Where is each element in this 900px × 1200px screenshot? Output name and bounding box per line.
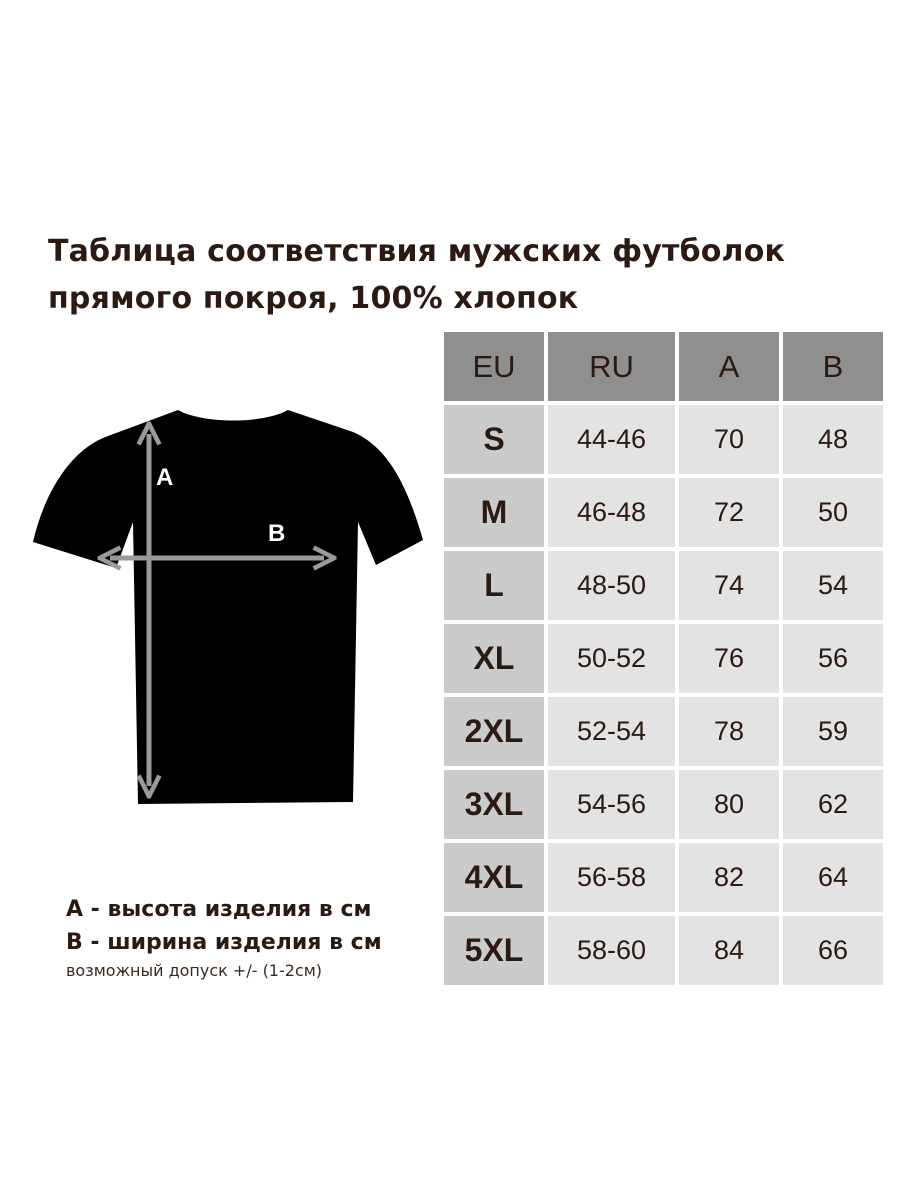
row-l-ru: 48-50	[548, 551, 675, 620]
size-table	[444, 332, 883, 985]
row-s-b: 48	[783, 405, 883, 474]
row-3xl-b: 62	[783, 770, 883, 839]
row-5xl-ru: 58-60	[548, 916, 675, 985]
row-4xl-ru: 56-58	[548, 843, 675, 912]
row-s-a: 70	[679, 405, 779, 474]
row-4xl-eu: 4XL	[444, 843, 544, 912]
row-m-b: 50	[783, 478, 883, 547]
row-5xl-a: 84	[679, 916, 779, 985]
row-5xl-b: 66	[783, 916, 883, 985]
label-a: A	[156, 464, 174, 491]
row-5xl-eu: 5XL	[444, 916, 544, 985]
row-4xl-b: 64	[783, 843, 883, 912]
row-xl-ru: 50-52	[548, 624, 675, 693]
row-3xl-a: 80	[679, 770, 779, 839]
row-l-eu: L	[444, 551, 544, 620]
header-a: A	[679, 332, 779, 401]
label-b: B	[268, 520, 286, 547]
row-2xl-b: 59	[783, 697, 883, 766]
row-l-b: 54	[783, 551, 883, 620]
row-s-eu: S	[444, 405, 544, 474]
row-xl-eu: XL	[444, 624, 544, 693]
row-4xl-a: 82	[679, 843, 779, 912]
tolerance-note: возможный допуск +/- (1-2см)	[66, 961, 323, 980]
row-2xl-ru: 52-54	[548, 697, 675, 766]
title-line-2: прямого покроя, 100% хлопок	[48, 281, 579, 316]
tshirt-diagram	[28, 400, 428, 810]
row-m-a: 72	[679, 478, 779, 547]
row-xl-a: 76	[679, 624, 779, 693]
title-line-1: Таблица соответствия мужских футболок	[48, 234, 786, 269]
header-eu: EU	[444, 332, 544, 401]
tshirt-icon	[28, 400, 428, 810]
row-2xl-a: 78	[679, 697, 779, 766]
header-b: B	[783, 332, 883, 401]
header-ru: RU	[548, 332, 675, 401]
tshirt-shape	[33, 410, 423, 804]
legend	[66, 893, 382, 983]
row-3xl-ru: 54-56	[548, 770, 675, 839]
row-l-a: 74	[679, 551, 779, 620]
row-m-ru: 46-48	[548, 478, 675, 547]
page-title	[48, 228, 888, 322]
row-3xl-eu: 3XL	[444, 770, 544, 839]
legend-b: B - ширина изделия в см	[66, 930, 382, 955]
legend-a: A - высота изделия в см	[66, 897, 372, 922]
row-m-eu: M	[444, 478, 544, 547]
row-xl-b: 56	[783, 624, 883, 693]
row-s-ru: 44-46	[548, 405, 675, 474]
row-2xl-eu: 2XL	[444, 697, 544, 766]
